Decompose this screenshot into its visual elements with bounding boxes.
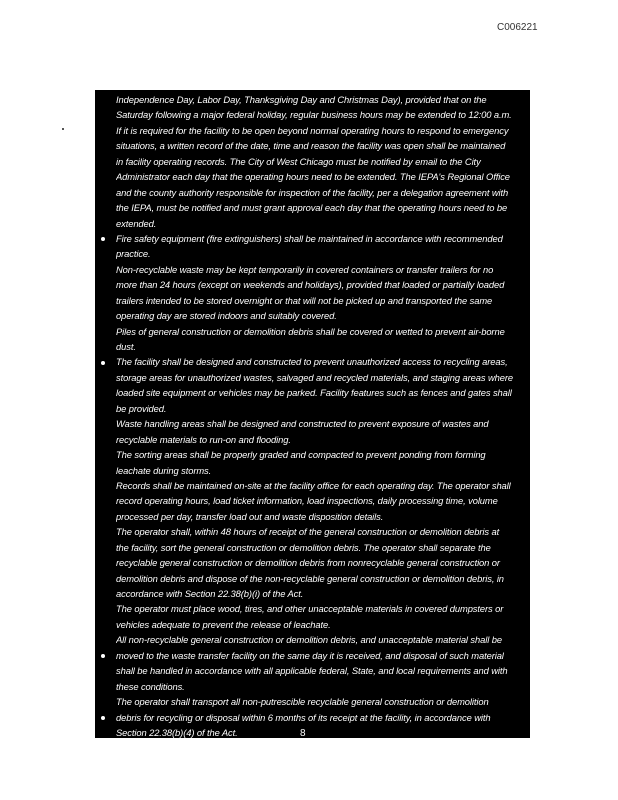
- text-line: be provided.: [116, 402, 167, 414]
- text-line: shall be handled in accordance with all applicable federal, State, and local requirements and with: [116, 665, 508, 677]
- text-line: and the county authority responsible for inspection of the facility, per a delegation agreement with: [116, 186, 509, 198]
- document-body: [116, 92, 528, 771]
- text-line: leachate during storms.: [116, 464, 212, 476]
- text-line: Saturday following a major federal holiday, regular business hours may be extended to 12:00 a.m.: [116, 109, 512, 121]
- text-line: The sorting areas shall be properly graded and compacted to prevent ponding from forming: [116, 449, 486, 461]
- margin-speck: [62, 128, 64, 130]
- text-line: recyclable general construction or demolition debris from nonrecyclable general construction or: [116, 557, 500, 569]
- text-line: Non-recyclable waste may be kept temporarily in covered containers or transfer trailers for no: [116, 263, 494, 275]
- text-line: Section 22.38(b)(4) of the Act.: [116, 726, 238, 738]
- text-line: In accordance with Section 22.38(b)(6) of the Act, the operator shall employ tagging and record: [116, 742, 501, 754]
- bullet-icon: [101, 361, 105, 365]
- text-line: the IEPA, must be notified and must grant approval each day that the operating hours need to be: [116, 202, 508, 214]
- text-line: in facility operating records. The City of West Chicago must be notified by email to the City: [116, 155, 481, 167]
- text-line: extended.: [116, 217, 157, 229]
- text-line: dust.: [116, 341, 136, 352]
- text-line: Piles of general construction or demolition debris shall be covered or wetted to prevent air-borne: [116, 325, 505, 337]
- text-line: accordance with Section 22.38(b)(i) of the Act.: [116, 588, 304, 599]
- bullet-icon: [101, 716, 105, 720]
- text-line: The operator shall transport all non-putrescible recyclable general construction or demolition: [116, 696, 489, 708]
- text-line: If it is required for the facility to be open beyond normal operating hours to respond to emergency: [116, 124, 509, 136]
- document-id: C006221: [497, 22, 538, 33]
- text-line: Records shall be maintained on-site at the facility office for each operating day. The operator shall: [116, 479, 511, 491]
- text-line: the facility, sort the general construction or demolition debris. The operator shall separate the: [116, 541, 491, 553]
- text-line: trailers intended to be stored overnight or that will not be picked up and transported the same: [116, 294, 493, 306]
- text-line: processed per day, transfer load out and waste disposition details.: [116, 510, 384, 522]
- text-line: keeping procedures to identify the source and transporter of C&D material accepted by the facility.: [116, 757, 512, 769]
- text-line: loaded site equipment or vehicles may be parked. Facility features such as fences and gates shall: [116, 387, 512, 399]
- text-line: Waste handling areas shall be designed and constructed to prevent exposure of wastes and: [116, 418, 489, 430]
- text-line: more than 24 hours (except on weekends and holidays), provided that loaded or partially loaded: [116, 279, 505, 291]
- text-line: Administrator each day that the operating hours need to be extended. The IEPA's Regional Office: [116, 171, 510, 183]
- text-line: Independence Day, Labor Day, Thanksgiving Day and Christmas Day), provided that on the: [116, 94, 487, 105]
- text-line: demolition debris and dispose of the non-recyclable general construction or demolition debris, in: [116, 572, 504, 584]
- text-line: moved to the waste transfer facility on the same day it is received, and disposal of such material: [116, 649, 504, 661]
- text-line: The operator shall, within 48 hours of receipt of the general construction or demolition debris at: [116, 526, 500, 538]
- text-line: storage areas for unauthorized wastes, salvaged and recycled materials, and staging areas where: [116, 371, 513, 383]
- text-line: situations, a written record of the date, time and reason the facility was open shall be maintained: [116, 140, 506, 152]
- text-line: practice.: [116, 248, 151, 260]
- text-line: operating day are stored indoors and suitably covered.: [116, 310, 337, 322]
- text-line: vehicles adequate to prevent the release of leachate.: [116, 618, 331, 630]
- text-line: The facility shall be designed and constructed to prevent unauthorized access to recycling areas,: [116, 356, 508, 368]
- page-number: 8: [300, 728, 306, 739]
- text-line: All non-recyclable general construction or demolition debris, and unacceptable material shall be: [116, 634, 502, 646]
- text-line: The operator must place wood, tires, and other unacceptable materials in covered dumpsters or: [116, 603, 504, 615]
- text-line: these conditions.: [116, 680, 185, 692]
- text-line: record operating hours, load ticket information, load inspections, daily processing time, volume: [116, 495, 498, 507]
- text-line: recyclable materials to run-on and flooding.: [116, 433, 291, 445]
- text-line: debris for recycling or disposal within 6 months of its receipt at the facility, in accordance with: [116, 711, 491, 723]
- text-line: Fire safety equipment (fire extinguishers) shall be maintained in accordance with recommended: [116, 232, 503, 244]
